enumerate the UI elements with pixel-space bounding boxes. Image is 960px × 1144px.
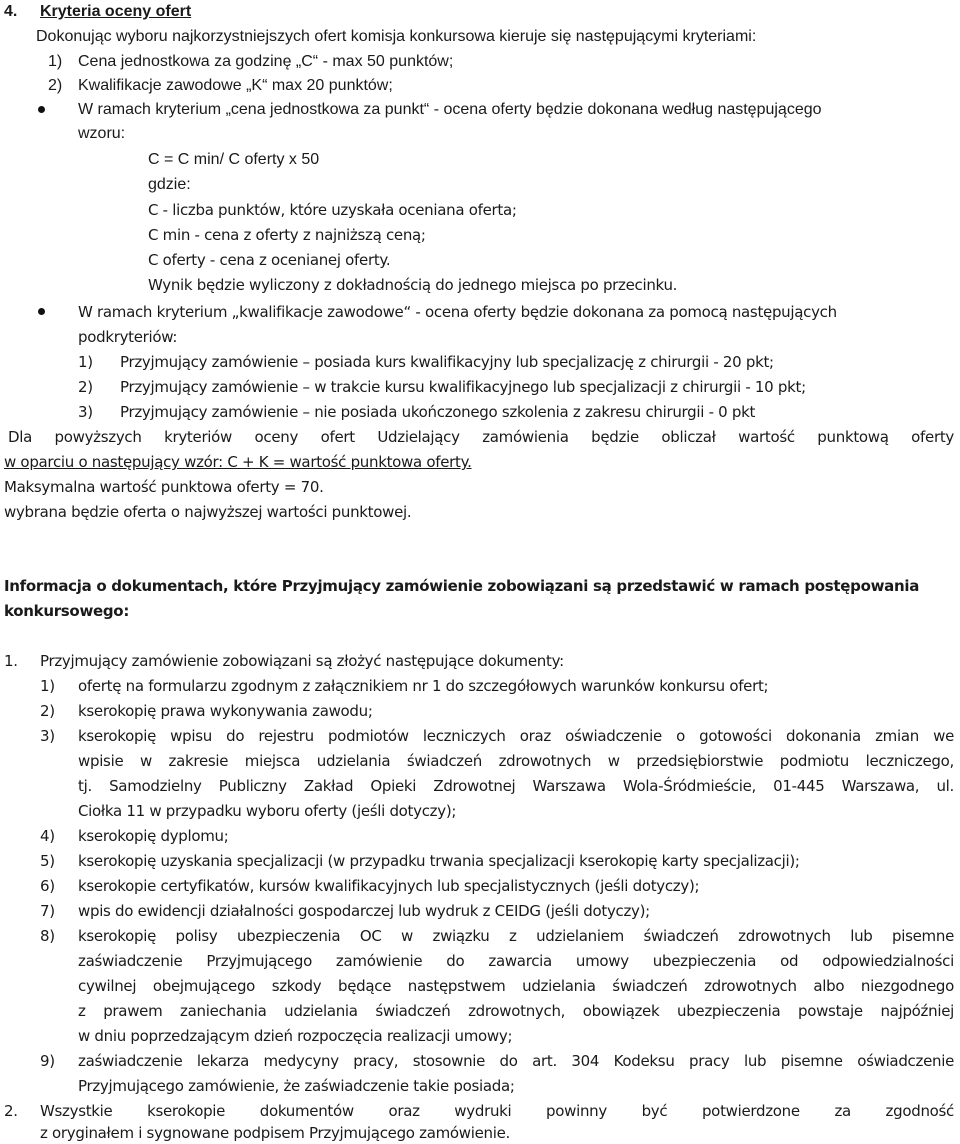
formula-definition: C - liczba punktów, które uzyskała oceniana oferta;: [148, 201, 517, 219]
criterion-number: 2): [48, 77, 63, 94]
document-item-text: zaświadczenie Przyjmującego zamówienie do zawarcia umowy ubezpieczenia od odpowiedzialności: [78, 952, 954, 970]
document-item-text: zaświadczenie lekarza medycyny pracy, stosownie do art. 304 Kodeksu pracy lub pisemne oświadczenie: [78, 1052, 954, 1070]
formula-definition: C min - cena z oferty z najniższą ceną;: [148, 226, 426, 244]
documents-heading: konkursowego:: [4, 602, 130, 620]
criterion-text: Cena jednostkowa za godzinę „C“ - max 50 punktów;: [78, 53, 454, 70]
document-item-number: 1): [40, 677, 55, 695]
subcriterion-number: 3): [78, 403, 93, 421]
bullet-icon: [38, 106, 45, 113]
summary-text: Dla powyższych kryteriów oceny ofert Udzielający zamówienia będzie obliczał wartość punktową oferty: [8, 428, 954, 446]
subcriterion-text: Przyjmujący zamówienie – posiada kurs kwalifikacyjny lub specjalizację z chirurgii - 20 pkt;: [120, 353, 774, 371]
document-item-text: kserokopię polisy ubezpieczenia OC w związku z udzielaniem świadczeń zdrowotnych lub pisemne: [78, 927, 954, 945]
formula-definition: Wynik będzie wyliczony z dokładnością do jednego miejsca po przecinku.: [148, 276, 678, 294]
document-item-text: w dniu poprzedzającym dzień rozpoczęcia realizacji umowy;: [78, 1027, 513, 1045]
subcriterion-number: 1): [78, 353, 93, 371]
document-item-number: 3): [40, 727, 55, 745]
section-number: 4.: [4, 3, 18, 20]
documents-heading: Informacja o dokumentach, które Przyjmujący zamówienie zobowiązani są przedstawić w ramach postępowania: [4, 577, 920, 595]
document-item-text: kserokopię uzyskania specjalizacji (w przypadku trwania specjalizacji kserokopię karty specjalizacji);: [78, 852, 800, 870]
document-item-text: kserokopię dyplomu;: [78, 827, 229, 845]
subcriterion-text: Przyjmujący zamówienie – nie posiada ukończonego szkolenia z zakresu chirurgii - 0 pkt: [120, 403, 756, 421]
formula-where: gdzie:: [148, 176, 191, 193]
formula: C = C min/ C oferty x 50: [148, 151, 320, 168]
document-item-number: 9): [40, 1052, 55, 1070]
bullet-text: podkryteriów:: [78, 328, 178, 346]
paragraph-text: Przyjmujący zamówienie zobowiązani są złożyć następujące dokumenty:: [40, 652, 564, 670]
document-item-text: wpis do ewidencji działalności gospodarczej lub wydruk z CEIDG (jeśli dotyczy);: [78, 902, 650, 920]
document-item-number: 2): [40, 702, 55, 720]
document-item-text: Ciołka 11 w przypadku wyboru oferty (jeśli dotyczy);: [78, 802, 457, 820]
document-item-text: cywilnej obejmującego szkody będące następstwem udzielania świadczeń zdrowotnych albo niezgodnego: [78, 977, 954, 995]
document-item-text: Przyjmującego zamówienie, że zaświadczenie takie posiada;: [78, 1077, 515, 1095]
max-value-text: Maksymalna wartość punktowa oferty = 70.: [4, 478, 324, 496]
document-item-number: 5): [40, 852, 55, 870]
document-item-text: z prawem zaniechania udzielania świadczeń zdrowotnych, obowiązek ubezpieczenia powstaje najpóźniej: [78, 1002, 954, 1020]
document-item-number: 6): [40, 877, 55, 895]
bullet-text: wzoru:: [78, 125, 126, 142]
document-item-number: 7): [40, 902, 55, 920]
criterion-number: 1): [48, 53, 63, 70]
document-item-text: ofertę na formularzu zgodnym z załącznikiem nr 1 do szczegółowych warunków konkursu ofert;: [78, 677, 769, 695]
document-item-text: kserokopie certyfikatów, kursów kwalifikacyjnych lub specjalistycznych (jeśli dotyczy);: [78, 877, 700, 895]
formula-definition: C oferty - cena z ocenianej oferty.: [148, 251, 391, 269]
document-item-text: kserokopię prawa wykonywania zawodu;: [78, 702, 373, 720]
document-item-text: wpisie w zakresie miejsca udzielania świadczeń zdrowotnych w przedsiębiorstwie podmiotu leczniczego,: [78, 752, 954, 770]
document-item-text: tj. Samodzielny Publiczny Zakład Opieki Zdrowotnej Warszawa Wola-Śródmieście, 01-445 Warszawa, ul.: [78, 777, 954, 795]
section-intro: Dokonując wyboru najkorzystniejszych ofert komisja konkursowa kieruje się następującymi kryteriami:: [36, 28, 757, 45]
paragraph-text: Wszystkie kserokopie dokumentów oraz wydruki powinny być potwierdzone za zgodność: [40, 1102, 954, 1120]
document-item-number: 8): [40, 927, 55, 945]
selection-text: wybrana będzie oferta o najwyższej wartości punktowej.: [4, 503, 412, 521]
paragraph-number: 1.: [4, 652, 18, 670]
paragraph-text: z oryginałem i sygnowane podpisem Przyjmującego zamówienie.: [40, 1124, 511, 1142]
summary-text: w oparciu o następujący wzór: C + K = wartość punktowa oferty.: [4, 453, 472, 471]
bullet-text: W ramach kryterium „kwalifikacje zawodowe“ - ocena oferty będzie dokonana za pomocą następujących: [78, 303, 837, 321]
subcriterion-text: Przyjmujący zamówienie – w trakcie kursu kwalifikacyjnego lub specjalizacji z chirurgii - 10 pkt;: [120, 378, 806, 396]
section-title: Kryteria oceny ofert: [40, 3, 192, 20]
subcriterion-number: 2): [78, 378, 93, 396]
bullet-text: W ramach kryterium „cena jednostkowa za punkt“ - ocena oferty będzie dokonana według następującego: [78, 101, 822, 118]
document-item-number: 4): [40, 827, 55, 845]
criterion-text: Kwalifikacje zawodowe „K“ max 20 punktów;: [78, 77, 393, 94]
paragraph-number: 2.: [4, 1102, 18, 1120]
document-item-text: kserokopię wpisu do rejestru podmiotów leczniczych oraz oświadczenie o gotowości dokonania zmian we: [78, 727, 954, 745]
bullet-icon: [38, 308, 45, 315]
